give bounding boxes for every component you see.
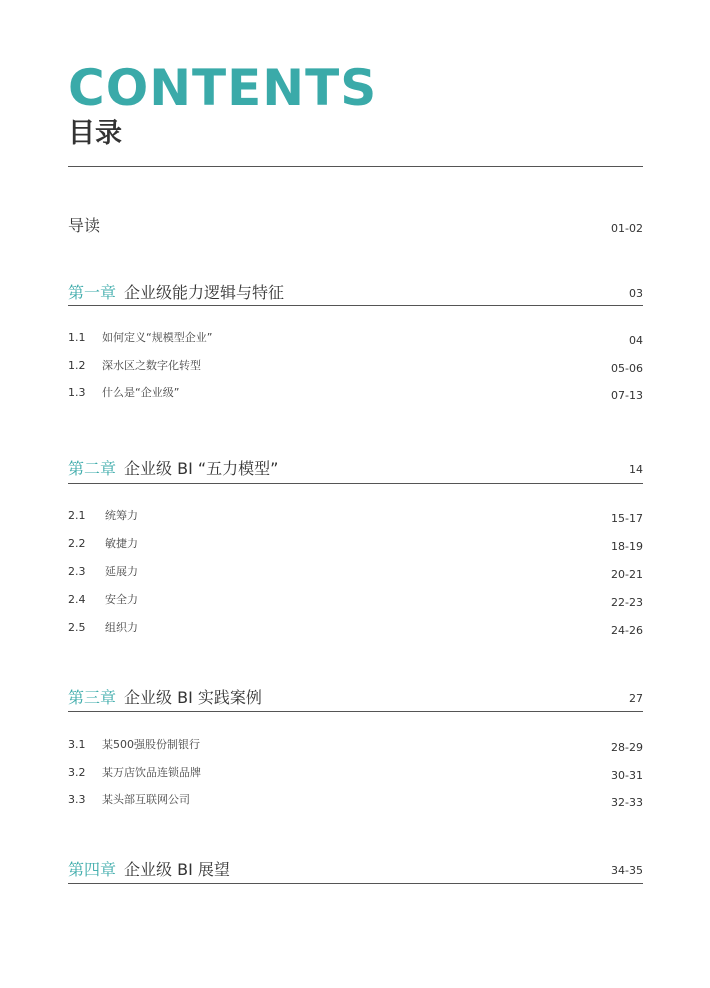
toc-item[interactable] [68, 791, 643, 809]
toc-chapter-3[interactable] [68, 686, 643, 710]
item-title: 某头部互联网公司 [102, 793, 190, 806]
toc-item[interactable] [68, 384, 643, 402]
item-title: 如何定义“规模型企业” [102, 331, 213, 344]
toc-item[interactable] [68, 619, 643, 637]
intro-page: 01-02 [611, 222, 643, 235]
item-number: 2.3 [68, 565, 86, 578]
toc-item[interactable] [68, 764, 643, 782]
item-title: 安全力 [105, 593, 138, 606]
chapter-title: 企业级 BI “五力模型” [124, 459, 279, 478]
item-title: 某万店饮品连锁品牌 [102, 766, 201, 779]
header-divider [68, 166, 643, 167]
item-title: 统筹力 [105, 509, 138, 522]
chapter-number: 第四章 [68, 860, 117, 879]
chapter-number: 第三章 [68, 688, 117, 707]
chapter-page: 03 [629, 287, 643, 300]
chapter-number: 第一章 [68, 283, 117, 302]
item-page: 05-06 [611, 362, 643, 375]
item-number: 2.1 [68, 509, 86, 522]
chapter-title: 企业级能力逻辑与特征 [124, 283, 285, 302]
toc-item[interactable] [68, 535, 643, 553]
toc-item[interactable] [68, 357, 643, 375]
contents-title-zh: 目录 [68, 118, 122, 149]
chapter-page: 27 [629, 692, 643, 705]
chapter-divider [68, 305, 643, 306]
item-number: 2.4 [68, 593, 86, 606]
item-page: 20-21 [611, 568, 643, 581]
item-page: 32-33 [611, 796, 643, 809]
item-number: 3.2 [68, 766, 86, 779]
toc-item[interactable] [68, 329, 643, 347]
item-title: 某500强股份制银行 [102, 738, 200, 751]
item-number: 3.3 [68, 793, 86, 806]
chapter-page: 34-35 [611, 864, 643, 877]
item-number: 2.5 [68, 621, 86, 634]
item-title: 深水区之数字化转型 [102, 359, 201, 372]
chapter-divider [68, 483, 643, 484]
item-title: 什么是“企业级” [102, 386, 180, 399]
item-number: 1.3 [68, 386, 86, 399]
item-page: 28-29 [611, 741, 643, 754]
item-page: 07-13 [611, 389, 643, 402]
item-number: 3.1 [68, 738, 86, 751]
item-page: 24-26 [611, 624, 643, 637]
item-number: 2.2 [68, 537, 86, 550]
chapter-page: 14 [629, 463, 643, 476]
item-title: 组织力 [105, 621, 138, 634]
item-title: 敏捷力 [105, 537, 138, 550]
contents-title: CONTENTS [68, 59, 378, 117]
item-page: 04 [629, 334, 643, 347]
toc-item[interactable] [68, 563, 643, 581]
toc-entry-intro[interactable] [68, 214, 643, 238]
toc-item[interactable] [68, 591, 643, 609]
intro-title: 导读 [68, 216, 101, 235]
item-title: 延展力 [105, 565, 138, 578]
chapter-title: 企业级 BI 实践案例 [124, 688, 262, 707]
toc-chapter-4[interactable] [68, 858, 643, 882]
toc-item[interactable] [68, 736, 643, 754]
item-number: 1.2 [68, 359, 86, 372]
item-page: 22-23 [611, 596, 643, 609]
chapter-number: 第二章 [68, 459, 117, 478]
toc-chapter-2[interactable] [68, 457, 643, 481]
item-number: 1.1 [68, 331, 86, 344]
toc-item[interactable] [68, 507, 643, 525]
item-page: 30-31 [611, 769, 643, 782]
chapter-divider [68, 711, 643, 712]
chapter-title: 企业级 BI 展望 [124, 860, 230, 879]
chapter-divider [68, 883, 643, 884]
toc-chapter-1[interactable] [68, 281, 643, 305]
item-page: 15-17 [611, 512, 643, 525]
item-page: 18-19 [611, 540, 643, 553]
